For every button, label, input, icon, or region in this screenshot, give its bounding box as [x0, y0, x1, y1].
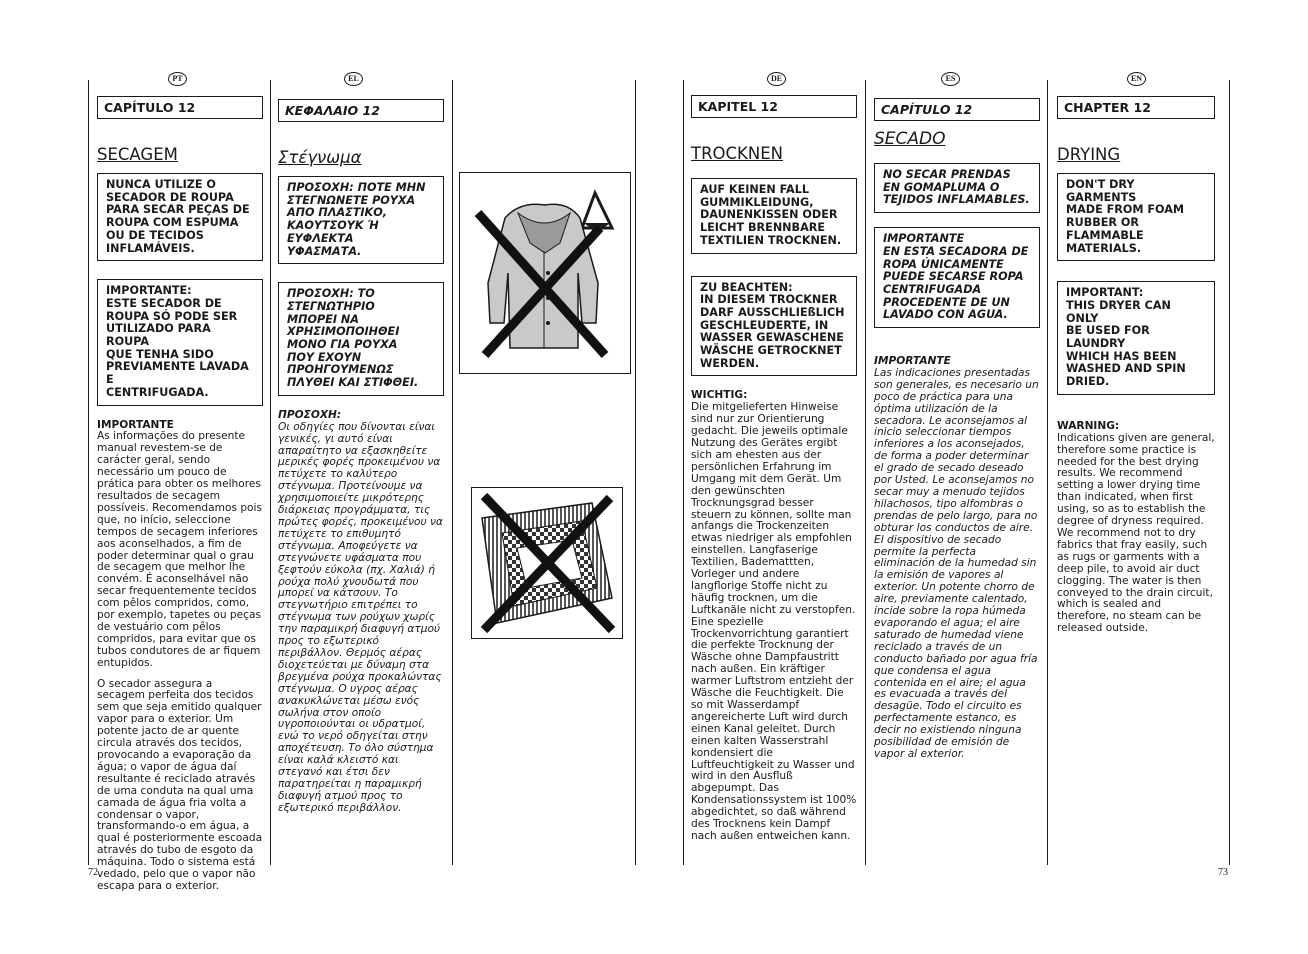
warning-box: DON'T DRY GARMENTS MADE FROM FOAM RUBBER OR FLAMMABLE MATERIALS.: [1057, 173, 1215, 261]
column-rule: [1047, 80, 1048, 865]
important-box: ΠΡΟΣΟΧΗ: ΤΟ ΣΤΕΓΝΩΤΗΡΙΟ ΜΠΟΡΕΙ ΝΑ ΧΡΗΣΙΜΟΠΟΙΗΘΕΙ ΜΟΝΟ ΓΙΑ ΡΟΥΧΑ ΠΟΥ ΕΧΟΥΝ ΠΡΟΗΓΟΥΜΕΝΩΣ ΠΛΥΘΕΙ ΚΑΙ ΣΤΙΦΘΕΙ.: [278, 282, 444, 396]
chapter-label: ΚΕΦΑΛΑΙΟ 12: [278, 99, 444, 122]
column-en: [1057, 96, 1215, 644]
body-text: IMPORTANTE As informações do presente manual revestem-se de carácter geral, sendo necessário um pouco de prática para obter os melhores resultados de secagem possíveis. Recomendamos pois que, no início, seleccione tempos de secagem inferiores aos aconselhados, a fim de poder determinar qual o grau de secagem que melhor lhe convém. É aconselhável não secar frequentemente tecidos com pêlos compridos, como, por exemplo, tapetes ou peças de vestuário com pêlos compridos, para evitar que os tubos condutores de ar fiquem entupidos. O secador assegura a secagem perfeita dos tecidos sem que seja emitido qualquer vapor para o exterior. Um potente jacto de ar quente circula através dos tecidos, provocando a evaporação da água; o vapor de água daí resultante é reciclado através de uma conduta na qual uma camada de água fria volta a condensar o vapor, transformando-o em água, a qual é posteriormente escoada através do tubo de esgoto da máquina. Todo o sistema está vedado, pelo que o vapor não escapa para o exterior.: [97, 418, 263, 892]
column-rule: [270, 80, 271, 865]
column-rule: [88, 80, 89, 865]
column-rule: [1229, 80, 1230, 865]
section-heading: TROCKNEN: [691, 144, 783, 163]
warning-box: AUF KEINEN FALL GUMMIKLEIDUNG, DAUNENKISSEN ODER LEICHT BRENNBARE TEXTILIEN TROCKNEN.: [691, 178, 857, 254]
column-es: [874, 98, 1040, 770]
language-flag-de: DE: [767, 72, 786, 86]
coat-illustration: [459, 172, 631, 374]
chapter-label: CHAPTER 12: [1057, 96, 1215, 119]
body-text: ΠΡΟΣΟΧΗ: Οι οδηγίες που δίνονται είναι γενικές, γι αυτό είναι απαραίτητο να εξασκηθείτε μερικές φορές προκειμένου να πετύχετε το καλύτερο στέγνωμα. Προτείνουμε να χρησιμοποιείτε μικρότερης διάρκειας προγράμματα, τις πρώτες φορές, προκειμένου να πετύχετε το επιθυμητό στέγνωμα. Αποφεύγετε να στεγνώνετε υφάσματα που ξεφτούν εύκολα (πχ. Χαλιά) ή ρούχα πολύ χνουδωτά που μπορεί να κάτσουν. Το στεγνωτήριο επιτρέπει το στέγνωμα των ρούχων χωρίς την παραμικρή διαφυγή ατμού προς το εξωτερικό περιβάλλον. Θερμός αέρας διοχετεύεται με δύναμη στα βρεγμένα ρούχα προκαλώντας στέγνωμα. Ο υγρος αέρας ανακυκλώνεται μέσω ενός σωλήνα στον οποίο υγροποιούνται οι υδρατμοί, ενώ το νερό οδηγείται στην αποχέτευση. Το όλο σύστημα είναι καλά κλειστό και στεγανό και έτσι δεν παρατηρείται η παραμικρή διαφυγή ατμού προς το εξωτερικό περιβάλλον.: [278, 408, 443, 814]
body-text: WARNING: Indications given are general, therefore some practice is needed for the best drying results. We recommend setting a lower drying time than indicated, when first using, so as to establish the degree of dryness required. We recommend not to dry fabrics that fray easily, such as rugs or garments with a deep pile, to avoid air duct clogging. The water is then conveyed to the drain circuit, which is sealed and therefore, no steam can be released outside.: [1057, 419, 1215, 635]
rug-illustration: [471, 487, 623, 639]
language-flag-en: EN: [1127, 72, 1146, 86]
section-heading: SECAGEM: [97, 145, 178, 164]
body-text: WICHTIG: Die mitgelieferten Hinweise sind nur zur Orientierung gedacht. Die jeweils optimale Nutzung des Gerätes ergibt sich am ehesten aus der persönlichen Erfahrung im Umgang mit dem Gerät. Um den gewünschten Trocknungsgrad besser steuern zu können, sollte man anfangs die Trockenzeiten etwas niedriger als empfohlen einstellen. Langfaserige Textilien, Bademattten, Vorleger und andere langflorige Stoffe nicht zu häufig trocknen, um die Luftkanäle nicht zu verstopfen. Eine spezielle Trockenvorrichtung garantiert die perfekte Trocknung der Wäsche ohne Dampfaustritt nach außen. Ein kräftiger warmer Luftstrom entzieht der Wäsche die Feuchtigkeit. Die so mit Wasserdampf angereicherte Luft wird durch einen Kanal geleitet. Durch einen kalten Wasserstrahl kondensiert die Luftfeuchtigkeit zu Wasser und wird in den Ausfluß abgepumpt. Das Kondensationssystem ist 100% abgedichtet, so daß während des Trocknens kein Dampf nach außen entweichen kann.: [691, 389, 857, 842]
body-text: IMPORTANTE Las indicaciones presentadas son generales, es necesario un poco de práctica para una óptima utilización de la secadora. Le aconsejamos al inicio seleccionar tiempos inferiores a los aconsejados, de forma a poder determinar el grado de secado deseado por Usted. Le aconsejamos no secar muy a menudo tejidos hilachosos, tipo alfombras o prendas de pelo largo, para no obturar los conductos de aire. El dispositivo de secado permite la perfecta eliminación de la humedad sin la emisión de vapores al exterior. Un potente chorro de aire, previamente calentado, incide sobre la ropa húmeda evaporando el agua; el aire saturado de humedad viene reciclado a través de un conducto bañado por agua fría que condensa el agua contenida en el aire; el agua es evacuada a través del desagüe. Todo el circuito es perfectamente estanco, es decir no existiendo ninguna posibilidad de emisión de vapor al exterior.: [874, 355, 1039, 760]
section-heading: Στέγνωμα: [278, 148, 362, 167]
language-flag-pt: PT: [168, 72, 187, 86]
crossed-out-coat-icon: [460, 173, 630, 373]
section-heading: DRYING: [1057, 145, 1121, 164]
crossed-out-rug-icon: [472, 488, 622, 638]
warning-box: ΠΡΟΣΟΧΗ: ΠΟΤΕ ΜΗΝ ΣΤΕΓΝΩΝΕΤΕ ΡΟΥΧΑ ΑΠΟ ΠΛΑΣΤΙΚΟ, ΚΑΟΥΤΣΟΥΚ Ή ΕΥΦΛΕΚΤΑ ΥΦΑΣΜΑΤΑ.: [278, 176, 444, 264]
column-rule: [865, 80, 866, 865]
column-de: [691, 95, 857, 852]
column-pt: [97, 96, 263, 902]
chapter-label: CAPÍTULO 12: [97, 96, 263, 119]
page-number-left: 72: [88, 867, 98, 878]
warning-box: NUNCA UTILIZE O SECADOR DE ROUPA PARA SECAR PEÇAS DE ROUPA COM ESPUMA OU DE TECIDOS INFLAMÁVEIS.: [97, 173, 263, 261]
chapter-label: KAPITEL 12: [691, 95, 857, 118]
language-flag-el: EL: [344, 72, 363, 86]
language-flag-es: ES: [941, 72, 960, 86]
column-rule: [635, 80, 636, 865]
important-box: IMPORTANTE: ESTE SECADOR DE ROUPA SÓ PODE SER UTILIZADO PARA ROUPA QUE TENHA SIDO PREVIAMENTE LAVADA E CENTRIFUGADA.: [97, 279, 263, 405]
warning-box: NO SECAR PRENDAS EN GOMAPLUMA O TEJIDOS INFLAMABLES.: [874, 163, 1040, 213]
column-el: [278, 99, 444, 824]
column-rule: [683, 80, 684, 865]
important-box: ZU BEACHTEN: IN DIESEM TROCKNER DARF AUSSCHLIEßLICH GESCHLEUDERTE, IN WASSER GEWASCHENE WÄSCHE GETROCKNET WERDEN.: [691, 276, 857, 377]
section-heading: SECADO: [874, 129, 946, 149]
chapter-label: CAPÍTULO 12: [874, 98, 1040, 121]
important-box: IMPORTANT: THIS DRYER CAN ONLY BE USED FOR LAUNDRY WHICH HAS BEEN WASHED AND SPIN DRIED.: [1057, 281, 1215, 395]
column-rule: [452, 80, 453, 865]
page-number-right: 73: [1218, 867, 1228, 878]
important-box: IMPORTANTE EN ESTA SECADORA DE ROPA ÚNICAMENTE PUEDE SECARSE ROPA CENTRIFUGADA PROCEDENTE DE UN LAVADO CON AGUA.: [874, 227, 1040, 328]
